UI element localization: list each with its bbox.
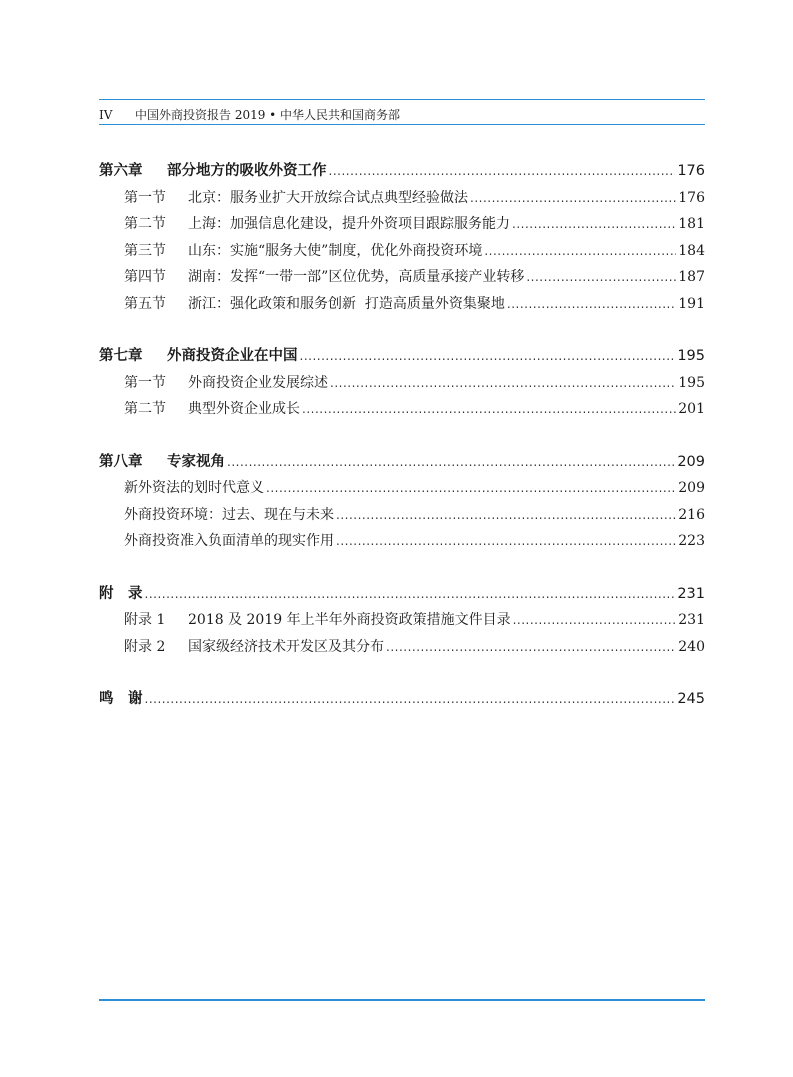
chapter-number: 第七章 bbox=[99, 348, 143, 364]
page-number: 176 bbox=[678, 189, 705, 206]
page-number: 184 bbox=[678, 242, 705, 259]
section-title: 外商投资准入负面清单的现实作用 bbox=[124, 533, 334, 549]
footer-rule bbox=[99, 999, 705, 1001]
dot-leader bbox=[227, 449, 675, 476]
toc-entry[interactable] bbox=[99, 370, 705, 397]
section-number: 附录 1 bbox=[124, 612, 166, 628]
page-number: 223 bbox=[678, 533, 705, 549]
toc-chapter-heading[interactable] bbox=[99, 581, 705, 608]
header-page-number: IV bbox=[99, 108, 113, 122]
section-title: 新外资法的划时代意义 bbox=[124, 480, 264, 496]
chapter-number: 第六章 bbox=[99, 163, 143, 179]
section-title: 浙江：强化政策和服务创新 打造高质量外资集聚地 bbox=[188, 295, 505, 312]
toc-entry[interactable] bbox=[99, 607, 705, 634]
section-title: 山东：实施“服务大使”制度，优化外商投资环境 bbox=[188, 242, 483, 259]
dot-leader bbox=[336, 528, 676, 555]
toc-acknowledgements bbox=[99, 686, 705, 713]
dot-leader bbox=[507, 291, 676, 318]
section-title: 典型外资企业成长 bbox=[188, 401, 300, 417]
page-number: 231 bbox=[677, 585, 705, 602]
dot-leader bbox=[300, 343, 676, 370]
section-number: 附录 2 bbox=[124, 638, 166, 655]
chapter-title: 部分地方的吸收外资工作 bbox=[167, 163, 327, 179]
running-header bbox=[99, 106, 400, 123]
table-of-contents bbox=[99, 158, 705, 739]
toc-chapter-heading[interactable] bbox=[99, 158, 705, 185]
toc-entry[interactable] bbox=[99, 291, 705, 318]
toc-entry[interactable] bbox=[99, 475, 705, 502]
toc-entry[interactable] bbox=[99, 211, 705, 238]
toc-entry[interactable] bbox=[99, 396, 705, 423]
page-number: 176 bbox=[677, 163, 705, 179]
dot-leader bbox=[484, 238, 676, 265]
section-title: 国家级经济技术开发区及其分布 bbox=[188, 638, 384, 655]
toc-entry[interactable] bbox=[99, 634, 705, 661]
dot-leader bbox=[266, 475, 676, 502]
toc-chapter-7 bbox=[99, 343, 705, 423]
page-number: 195 bbox=[677, 348, 705, 364]
dot-leader bbox=[330, 370, 676, 397]
toc-entry[interactable] bbox=[99, 238, 705, 265]
section-title: 外商投资企业发展综述 bbox=[188, 374, 328, 391]
toc-appendix bbox=[99, 581, 705, 661]
section-title: 湖南：发挥“一带一部”区位优势，高质量承接产业转移 bbox=[188, 269, 525, 285]
toc-chapter-8 bbox=[99, 449, 705, 555]
toc-chapter-heading[interactable] bbox=[99, 449, 705, 476]
chapter-number: 附 录 bbox=[99, 585, 143, 602]
chapter-number: 鸣 谢 bbox=[99, 691, 143, 707]
page-number: 201 bbox=[678, 401, 705, 417]
toc-chapter-6 bbox=[99, 158, 705, 317]
chapter-title: 专家视角 bbox=[167, 453, 225, 470]
page-number: 195 bbox=[678, 374, 705, 391]
section-title: 上海：加强信息化建设，提升外资项目跟踪服务能力 bbox=[188, 216, 510, 232]
section-number: 第五节 bbox=[124, 295, 166, 312]
header-title: 中国外商投资报告 2019 • 中华人民共和国商务部 bbox=[135, 108, 401, 122]
chapter-title: 外商投资企业在中国 bbox=[167, 348, 298, 364]
page-number: 231 bbox=[678, 612, 705, 628]
toc-entry[interactable] bbox=[99, 528, 705, 555]
toc-chapter-heading[interactable] bbox=[99, 686, 705, 713]
section-number: 第三节 bbox=[124, 242, 166, 259]
page-number: 209 bbox=[677, 453, 705, 470]
page-number: 181 bbox=[678, 216, 705, 232]
section-number: 第二节 bbox=[124, 216, 166, 232]
dot-leader bbox=[302, 396, 676, 423]
page-number: 191 bbox=[678, 295, 705, 312]
dot-leader bbox=[470, 185, 676, 212]
page-number: 216 bbox=[678, 506, 705, 523]
chapter-number: 第八章 bbox=[99, 453, 143, 470]
dot-leader bbox=[145, 581, 676, 608]
toc-chapter-heading[interactable] bbox=[99, 343, 705, 370]
dot-leader bbox=[512, 211, 676, 238]
section-title: 外商投资环境：过去、现在与未来 bbox=[124, 506, 334, 523]
header-rule-bottom bbox=[99, 124, 705, 125]
section-title: 2018 及 2019 年上半年外商投资政策措施文件目录 bbox=[188, 612, 511, 628]
toc-entry[interactable] bbox=[99, 185, 705, 212]
dot-leader bbox=[336, 502, 676, 529]
page-number: 240 bbox=[678, 638, 705, 655]
dot-leader bbox=[329, 158, 676, 185]
section-number: 第四节 bbox=[124, 269, 166, 285]
toc-entry[interactable] bbox=[99, 502, 705, 529]
dot-leader bbox=[526, 264, 676, 291]
section-number: 第一节 bbox=[124, 189, 166, 206]
section-number: 第一节 bbox=[124, 374, 166, 391]
section-number: 第二节 bbox=[124, 401, 166, 417]
page-number: 209 bbox=[678, 480, 705, 496]
section-title: 北京：服务业扩大开放综合试点典型经验做法 bbox=[188, 189, 468, 206]
page-number: 187 bbox=[678, 269, 705, 285]
dot-leader bbox=[386, 634, 676, 661]
page-number: 245 bbox=[677, 691, 705, 707]
header-rule-top bbox=[99, 99, 705, 100]
dot-leader bbox=[145, 686, 676, 713]
dot-leader bbox=[513, 607, 677, 634]
toc-entry[interactable] bbox=[99, 264, 705, 291]
